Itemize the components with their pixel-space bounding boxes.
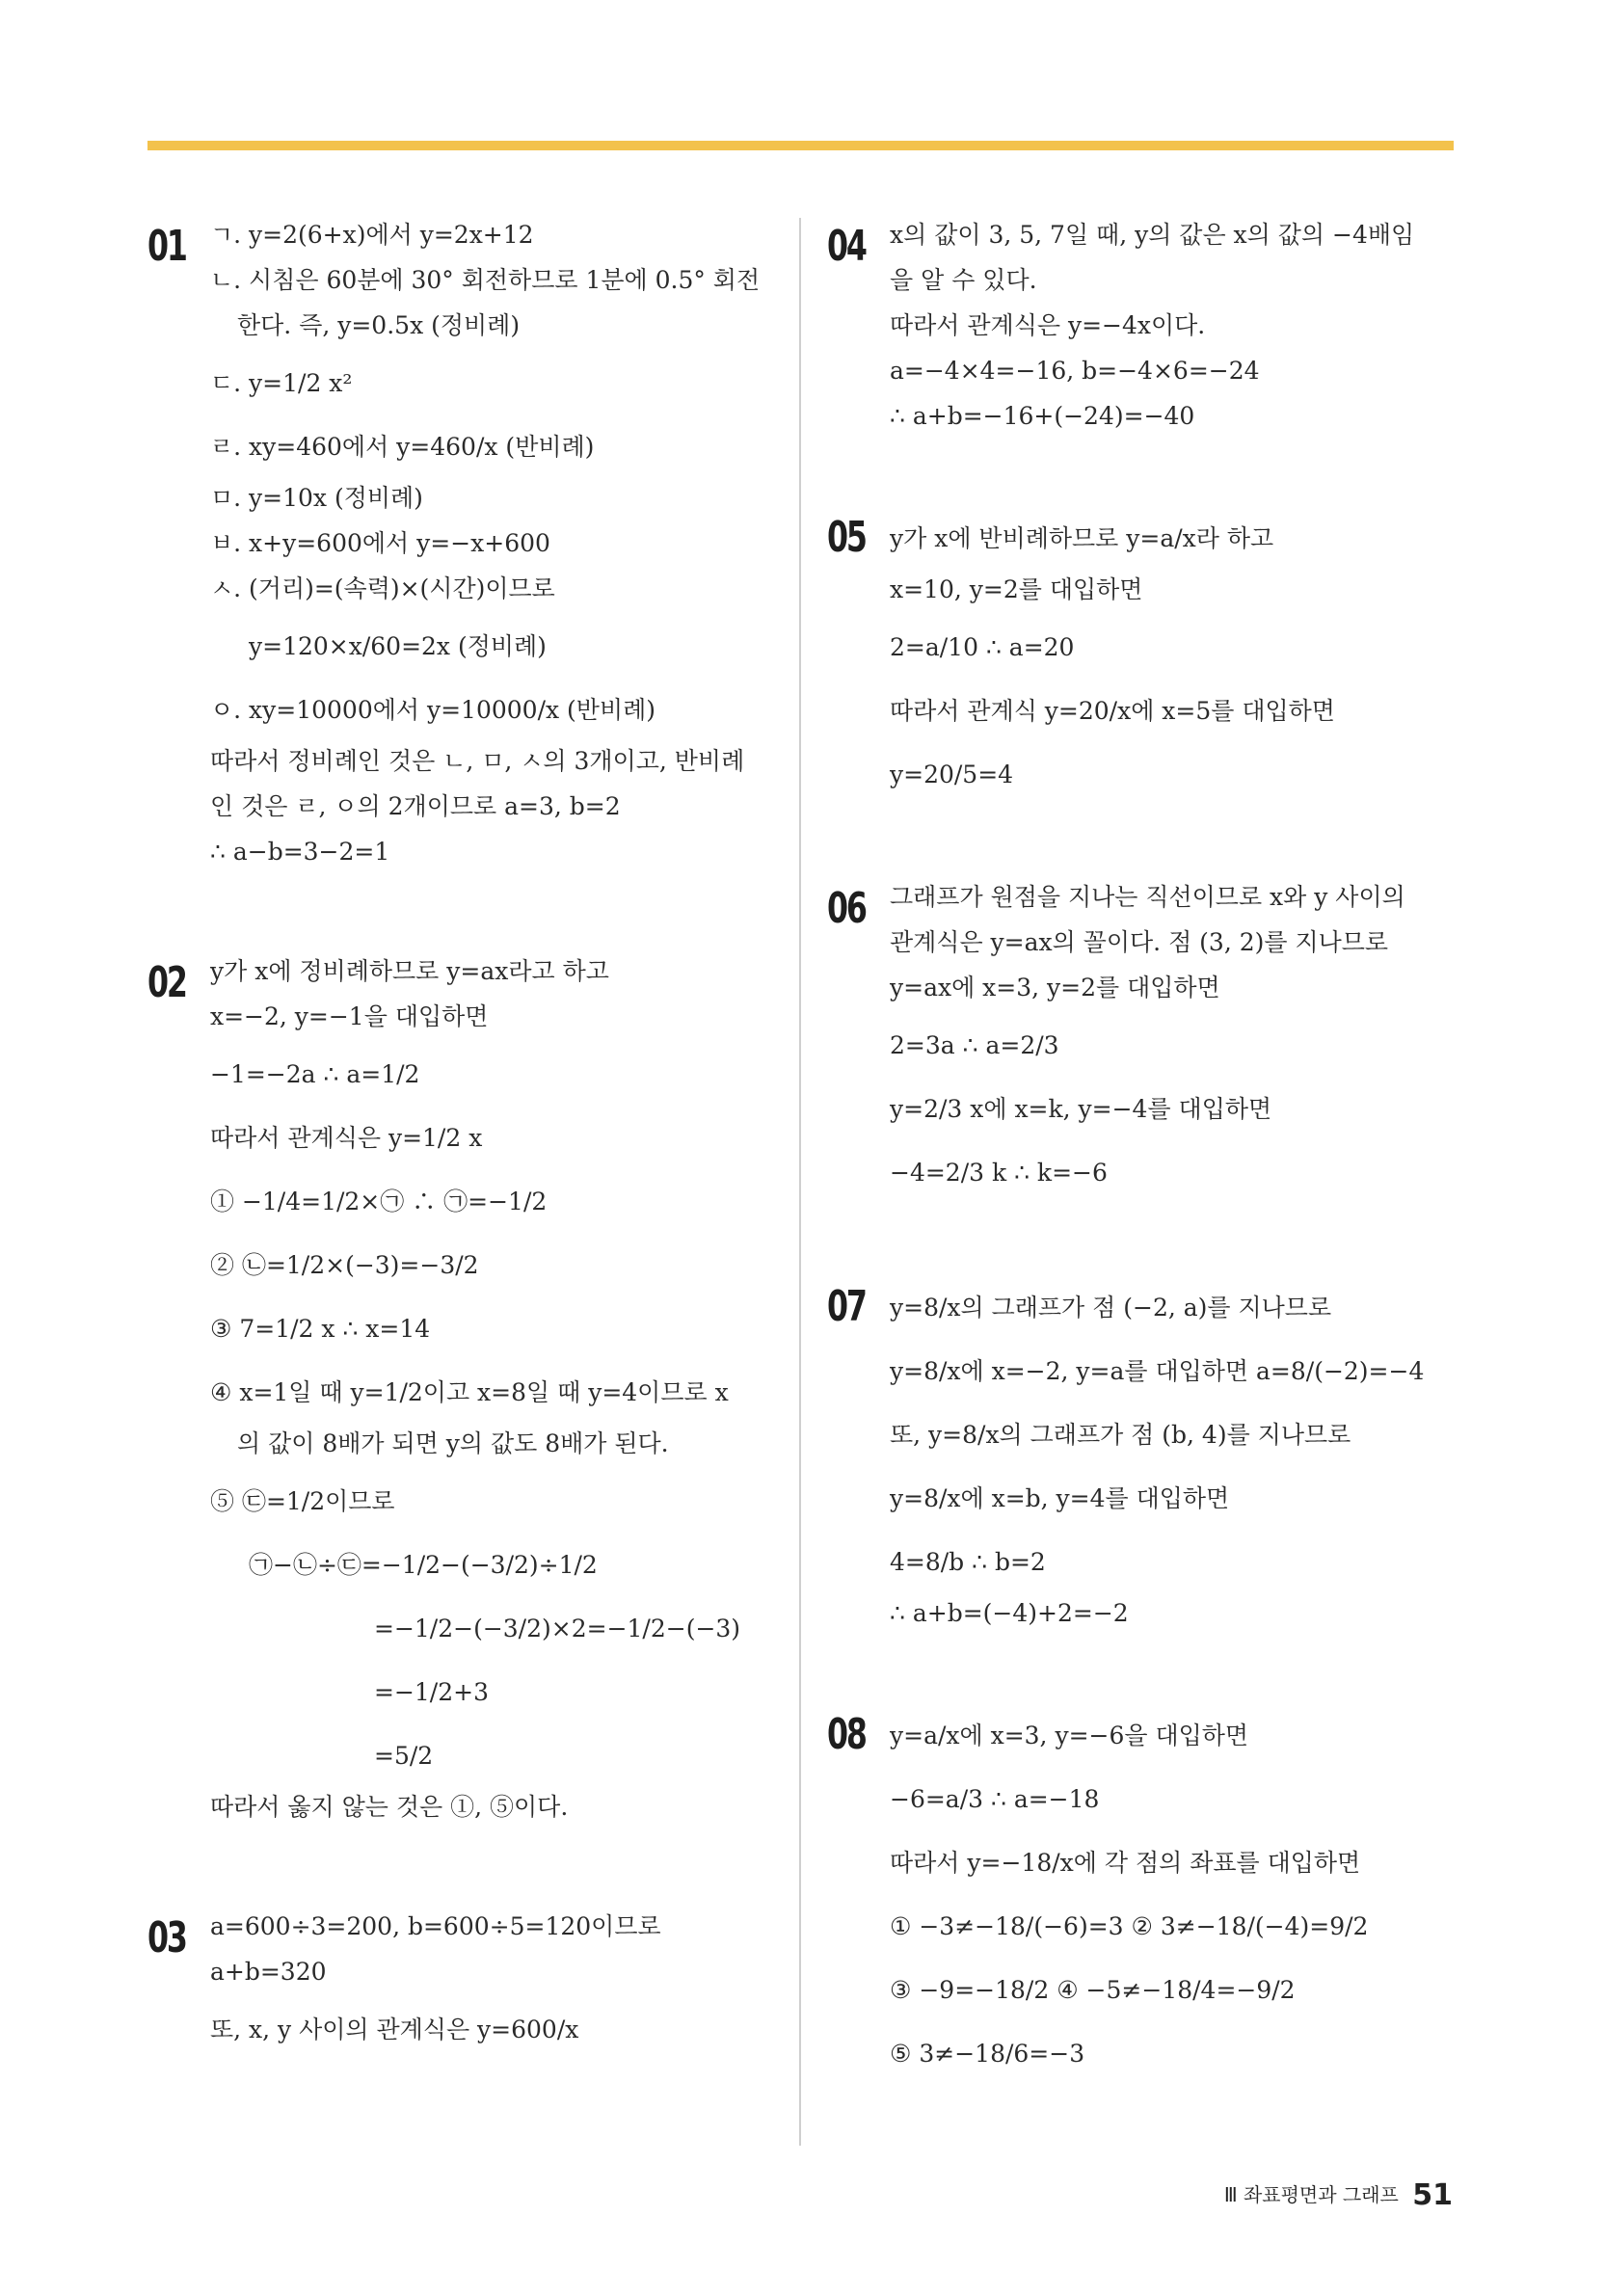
solution-line: ⑤ 3≠−18/6=−3 bbox=[890, 2040, 1085, 2068]
solution-line: y=8/x에 x=−2, y=a를 대입하면 a=8/(−2)=−4 bbox=[890, 1357, 1425, 1385]
top-accent-bar bbox=[147, 141, 1454, 150]
solution-line: 따라서 y=−18/x에 각 점의 좌표를 대입하면 bbox=[890, 1849, 1361, 1877]
solution-line: y=8/x의 그래프가 점 (−2, a)를 지나므로 bbox=[890, 1294, 1332, 1322]
solution-line: ㄹ. xy=460에서 y=460/x (반비례) bbox=[210, 433, 595, 461]
problem-number: 05 bbox=[827, 513, 866, 562]
solution-line: ① −1/4=1/2×㉠ ∴ ㉠=−1/2 bbox=[210, 1188, 548, 1215]
problem-number: 07 bbox=[827, 1282, 866, 1331]
solution-line: =−1/2+3 bbox=[374, 1678, 489, 1706]
solution-line: x의 값이 3, 5, 7일 때, y의 값은 x의 값의 −4배임 bbox=[890, 221, 1415, 249]
solution-line: 2=a/10 ∴ a=20 bbox=[890, 633, 1075, 661]
solution-line: −4=2/3 k ∴ k=−6 bbox=[890, 1159, 1108, 1187]
solution-line: ③ 7=1/2 x ∴ x=14 bbox=[210, 1315, 431, 1343]
column-divider bbox=[799, 218, 801, 2146]
solution-line: ㉠−㉡÷㉢=−1/2−(−3/2)÷1/2 bbox=[249, 1551, 598, 1579]
solution-line: 따라서 관계식은 y=−4x이다. bbox=[890, 311, 1206, 339]
chapter-label: Ⅲ 좌표평면과 그래프 bbox=[1223, 2183, 1399, 2206]
solution-line: 따라서 옳지 않는 것은 ①, ⑤이다. bbox=[210, 1793, 569, 1821]
problem-06 bbox=[827, 880, 1458, 1203]
solution-line: 따라서 관계식은 y=1/2 x bbox=[210, 1124, 483, 1152]
solution-line: 한다. 즉, y=0.5x (정비례) bbox=[237, 311, 521, 339]
problem-number: 04 bbox=[827, 222, 866, 271]
solution-line: y=120×x/60=2x (정비례) bbox=[249, 632, 547, 660]
solution-line: 또, x, y 사이의 관계식은 y=600/x bbox=[210, 2016, 579, 2043]
solution-line: ∴ a−b=3−2=1 bbox=[210, 838, 390, 866]
solution-line: ㄱ. y=2(6+x)에서 y=2x+12 bbox=[210, 221, 534, 249]
solution-line: ㄴ. 시침은 60분에 30° 회전하므로 1분에 0.5° 회전 bbox=[210, 266, 761, 294]
solution-line: 관계식은 y=ax의 꼴이다. 점 (3, 2)를 지나므로 bbox=[890, 928, 1389, 956]
right-column bbox=[827, 218, 1458, 2088]
solution-line: 또, y=8/x의 그래프가 점 (b, 4)를 지나므로 bbox=[890, 1421, 1351, 1449]
solution-line: ∴ a+b=−16+(−24)=−40 bbox=[890, 402, 1195, 430]
problem-number: 03 bbox=[147, 1913, 186, 1962]
solution-line: y=8/x에 x=b, y=4를 대입하면 bbox=[890, 1484, 1230, 1512]
solution-line: a+b=320 bbox=[210, 1958, 327, 1986]
solution-line: ㅂ. x+y=600에서 y=−x+600 bbox=[210, 529, 550, 557]
page-number: 51 bbox=[1412, 2178, 1453, 2212]
solution-line: ㅇ. xy=10000에서 y=10000/x (반비례) bbox=[210, 696, 656, 724]
problem-number: 02 bbox=[147, 958, 186, 1007]
problem-number: 01 bbox=[147, 222, 186, 271]
solution-line: 을 알 수 있다. bbox=[890, 266, 1037, 294]
solution-line: ⑤ ㉢=1/2이므로 bbox=[210, 1487, 395, 1515]
solution-line: y가 x에 정비례하므로 y=ax라고 하고 bbox=[210, 957, 609, 985]
problem-05 bbox=[827, 509, 1458, 805]
solution-line: ㅅ. (거리)=(속력)×(시간)이므로 bbox=[210, 574, 555, 602]
page-footer bbox=[1224, 2178, 1453, 2212]
problem-02 bbox=[147, 954, 774, 1825]
problem-01 bbox=[147, 218, 774, 869]
problem-03 bbox=[147, 1909, 774, 2060]
problem-08 bbox=[827, 1706, 1458, 2084]
solution-line: x=−2, y=−1을 대입하면 bbox=[210, 1002, 489, 1030]
solution-line: 그래프가 원점을 지나는 직선이므로 x와 y 사이의 bbox=[890, 883, 1405, 911]
problem-number: 08 bbox=[827, 1710, 866, 1759]
solution-line: y=ax에 x=3, y=2를 대입하면 bbox=[890, 974, 1220, 1001]
solution-line: −6=a/3 ∴ a=−18 bbox=[890, 1785, 1100, 1813]
solution-line: a=600÷3=200, b=600÷5=120이므로 bbox=[210, 1912, 661, 1940]
solution-line: ㄷ. y=1/2 x² bbox=[210, 369, 353, 397]
solution-line: ㅁ. y=10x (정비례) bbox=[210, 484, 423, 512]
solution-line: ③ −9=−18/2 ④ −5≠−18/4=−9/2 bbox=[890, 1976, 1296, 2004]
solution-line: 따라서 정비례인 것은 ㄴ, ㅁ, ㅅ의 3개이고, 반비례 bbox=[210, 747, 745, 775]
solution-line: 4=8/b ∴ b=2 bbox=[890, 1548, 1046, 1576]
solution-line: y=a/x에 x=3, y=−6을 대입하면 bbox=[890, 1722, 1249, 1749]
solution-line: −1=−2a ∴ a=1/2 bbox=[210, 1060, 420, 1088]
solution-line: a=−4×4=−16, b=−4×6=−24 bbox=[890, 357, 1260, 385]
solution-line: 의 값이 8배가 되면 y의 값도 8배가 된다. bbox=[237, 1429, 669, 1457]
problem-number: 06 bbox=[827, 884, 866, 933]
solution-line: =−1/2−(−3/2)×2=−1/2−(−3) bbox=[374, 1615, 741, 1642]
solution-line: 인 것은 ㄹ, ㅇ의 2개이므로 a=3, b=2 bbox=[210, 792, 621, 820]
problem-07 bbox=[827, 1278, 1458, 1631]
problem-04 bbox=[827, 218, 1458, 434]
solution-line: y가 x에 반비례하므로 y=a/x라 하고 bbox=[890, 524, 1274, 552]
solution-line: y=2/3 x에 x=k, y=−4를 대입하면 bbox=[890, 1095, 1272, 1123]
solution-line: 2=3a ∴ a=2/3 bbox=[890, 1031, 1059, 1059]
solution-line: x=10, y=2를 대입하면 bbox=[890, 575, 1143, 603]
solution-line: ② ㉡=1/2×(−3)=−3/2 bbox=[210, 1251, 479, 1279]
solution-line: ④ x=1일 때 y=1/2이고 x=8일 때 y=4이므로 x bbox=[210, 1378, 729, 1406]
solution-line: ① −3≠−18/(−6)=3 ② 3≠−18/(−4)=9/2 bbox=[890, 1912, 1369, 1940]
left-column bbox=[147, 218, 774, 2064]
solution-line: 따라서 관계식 y=20/x에 x=5를 대입하면 bbox=[890, 697, 1335, 725]
solution-line: ∴ a+b=(−4)+2=−2 bbox=[890, 1599, 1129, 1627]
solution-line: y=20/5=4 bbox=[890, 761, 1014, 788]
solution-line: =5/2 bbox=[374, 1742, 434, 1770]
